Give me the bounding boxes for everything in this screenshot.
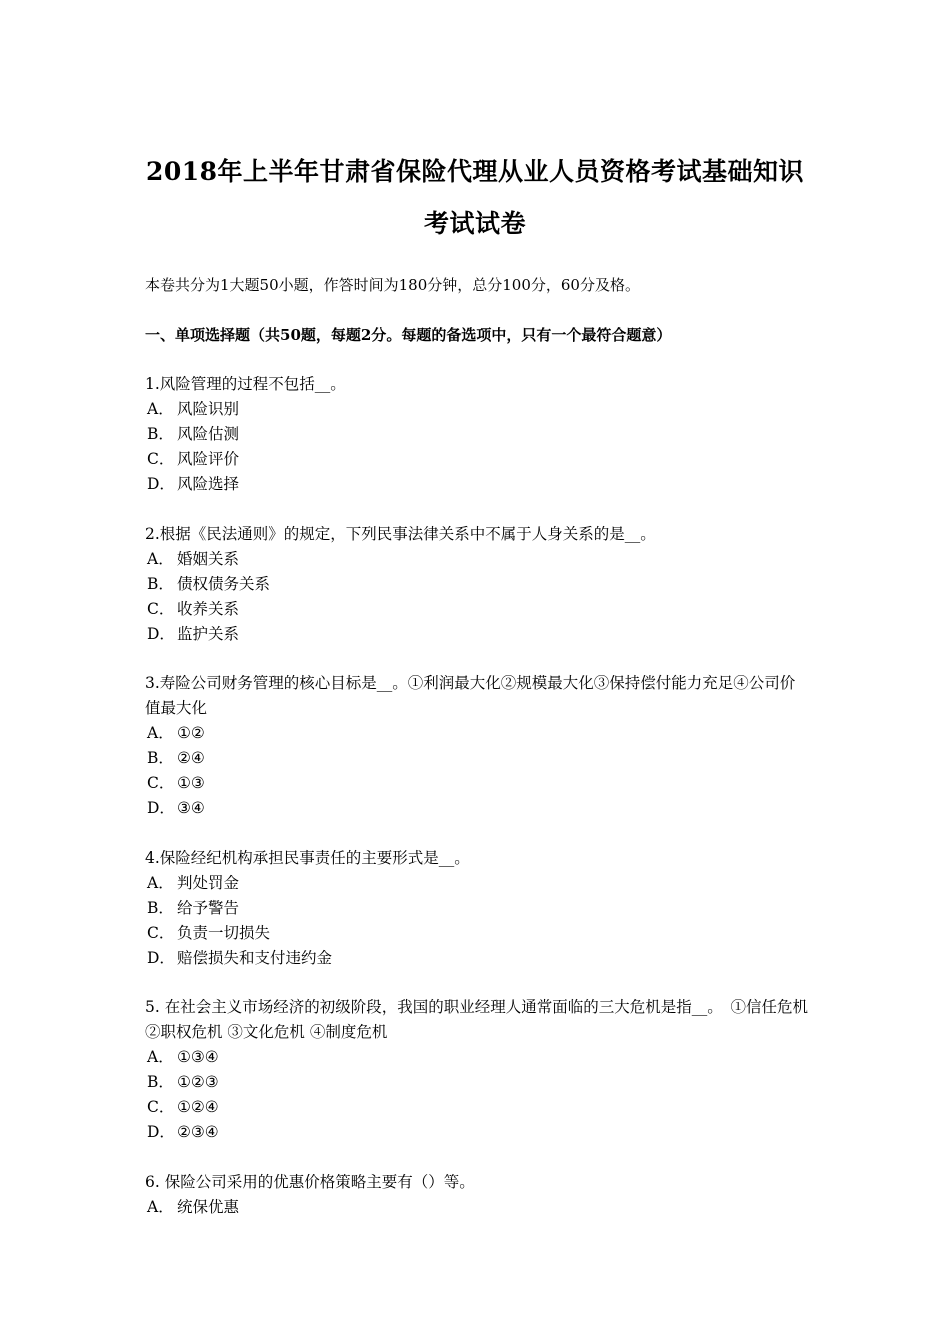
option-b [145,896,810,921]
question-6 [145,1170,810,1220]
option-text: 风险估测 [177,425,240,443]
option-text: ①③④ [177,1048,219,1066]
option-c [145,597,810,622]
option-text: ②③④ [177,1123,219,1141]
option-letter: B． [147,749,174,767]
option-text: 统保优惠 [177,1197,240,1216]
document-title-line-1: 2018年上半年甘肃省保险代理从业人员资格考试基础知识 [145,157,805,186]
question-4 [145,846,810,971]
question-5 [145,995,810,1145]
option-letter: C． [147,1098,175,1116]
option-letter: C． [147,923,175,942]
option-d [145,796,810,821]
option-letter: B． [147,425,174,443]
option-text: 收养关系 [177,599,240,618]
option-letter: B． [147,574,174,593]
option-letter: C． [147,450,175,468]
option-letter: D． [147,799,175,817]
option-letter: C． [147,774,175,792]
option-text: 风险评价 [177,450,240,468]
option-letter: A． [147,873,174,892]
question-list [145,372,810,1244]
option-letter: D． [147,624,175,643]
option-text: ①③ [177,774,205,792]
option-a [145,547,810,572]
option-letter: A． [147,724,174,742]
option-text: 判处罚金 [177,873,240,892]
option-text: 风险识别 [177,400,240,418]
option-a [145,721,810,746]
option-d [145,472,810,497]
option-d [145,1120,810,1145]
option-b [145,746,810,771]
option-c [145,771,810,796]
question-stem: 4.保险经纪机构承担民事责任的主要形式是__。 [145,848,470,867]
option-text: 赔偿损失和支付违约金 [177,948,333,967]
option-c [145,921,810,946]
option-text: 债权债务关系 [177,574,271,593]
option-b [145,422,810,447]
question-3 [145,671,810,821]
option-text: 给予警告 [177,898,240,917]
option-text: 监护关系 [177,624,240,643]
option-b [145,572,810,597]
option-text: ①② [177,724,205,742]
option-letter: B． [147,898,174,917]
option-a [145,871,810,896]
section-heading: 一、单项选择题（共50题，每题2分。每题的备选项中，只有一个最符合题意） [145,326,672,344]
option-text: ①②③ [177,1073,219,1091]
option-a [145,1195,810,1220]
option-text: 负责一切损失 [177,923,271,942]
option-text: 风险选择 [177,475,240,493]
option-b [145,1070,810,1095]
question-stem: 1.风险管理的过程不包括__。 [145,375,346,393]
option-letter: D． [147,948,175,967]
option-letter: A． [147,1048,174,1066]
option-text: 婚姻关系 [177,549,240,568]
option-c [145,1095,810,1120]
option-letter: B． [147,1073,174,1091]
option-letter: A． [147,1197,174,1216]
question-stem: 5. 在社会主义市场经济的初级阶段，我国的职业经理人通常面临的三大危机是指__。 ①信任危机 ②职权危机 ③文化危机 ④制度危机 [145,998,808,1041]
option-c [145,447,810,472]
option-letter: D． [147,1123,175,1141]
option-d [145,622,810,647]
option-text: ②④ [177,749,205,767]
document-title-line-2: 考试试卷 [423,209,526,238]
exam-intro: 本卷共分为1大题50小题，作答时间为180分钟，总分100分，60分及格。 [145,276,640,294]
option-letter: D． [147,475,175,493]
option-letter: A． [147,549,174,568]
question-2 [145,522,810,647]
option-text: ①②④ [177,1098,219,1116]
question-stem: 6. 保险公司采用的优惠价格策略主要有（）等。 [145,1172,475,1191]
option-text: ③④ [177,799,205,817]
question-stem: 2.根据《民法通则》的规定，下列民事法律关系中不属于人身关系的是__。 [145,524,656,543]
option-letter: A． [147,400,174,418]
option-a [145,1045,810,1070]
option-d [145,946,810,971]
option-a [145,397,810,422]
question-stem: 3.寿险公司财务管理的核心目标是__。①利润最大化②规模最大化③保持偿付能力充足④公司价值最大化 [145,674,796,717]
question-1 [145,372,810,497]
option-letter: C． [147,599,175,618]
